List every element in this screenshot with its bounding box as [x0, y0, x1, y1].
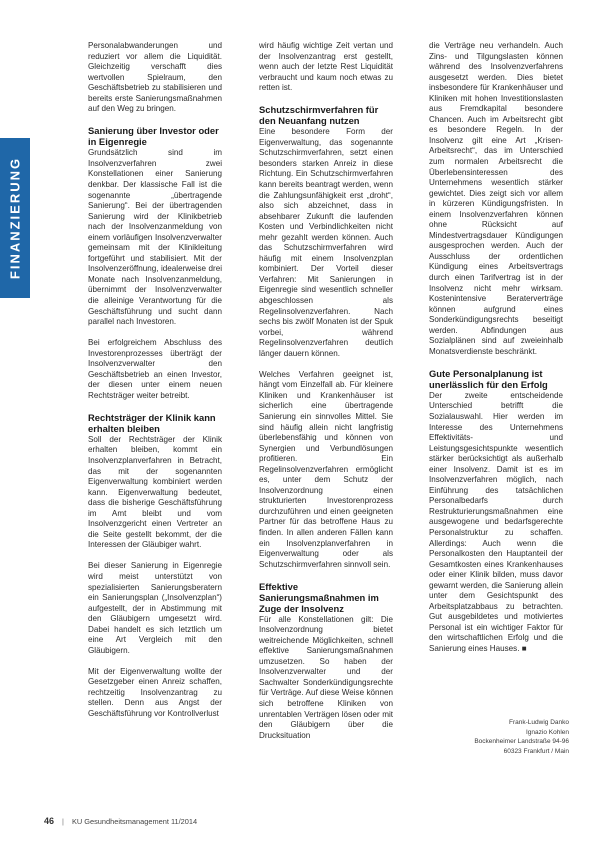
paragraph: Für alle Konstellationen gilt: Die Insolvenzordnung bietet weitreichende Möglichkeiten, schnell effektive Sanierungsmaßnahmen umzusetzen. So haben der Insolvenzverwalter und der Sachwalter Sonderkündigungsrechte für Verträge. Auf diese Weise können sich betroffene Kliniken von unrentablen Verträgen lösen oder mit den Gläubigern über die Drucksituation	[259, 614, 393, 740]
subheading: Sanierung über Investor oder in Eigenregie	[88, 125, 219, 148]
paragraph	[429, 391, 563, 655]
paragraph: Soll der Rechtsträger der Klinik erhalten bleiben, kommt ein Insolvenzplanverfahren in Betracht, das mit der sogenannten Eigenverwaltung kombiniert werden kann. Eigenverwaltung bedeutet, dass die bisherige Geschäftsführung im Amt bleibt und vom Insolvenzgericht einen Vertreter an die Seite gestellt bekommt, der die Interessen der Gläubiger wahrt.	[88, 434, 222, 550]
subheading: Schutzschirmverfahren für den Neuanfang nutzen	[259, 104, 379, 127]
author-address: Bockenheimer Landstraße 94-96	[474, 738, 569, 745]
footer-separator: |	[62, 817, 64, 826]
paragraph: Eine besondere Form der Eigenverwaltung, das sogenannte Schutzschirmverfahren, setzt einen besonders starken Anreiz in diese Richtung. Ein Schutzschirmverfahren kann bereits beantragt werden, wenn die Zahlungsunfähigkeit erst „droht“, also sich abzeichnet, dass in absehbarer Zukunft die laufenden Kosten und Verbindlichkeiten nicht mehr gezahlt werden können. Auch das Schutzschirmverfahren wird häufig mit einem Insolvenzplan kombiniert. Der Vorteil dieser Verfahren: Mit Sanierungen in Eigenregie sind wesentlich schneller abgeschlossen als Regelinsolvenzverfahren. Nach sechs bis zwölf Monaten ist der Spuk vorbei, während Regelinsolvenzverfahren deutlich länger dauern können.	[259, 127, 393, 358]
paragraph: wird häufig wichtige Zeit vertan und der Insolvenzantrag erst gestellt, wenn auch der letzte Rest Liquidität verbraucht und kaum noch etwas zu retten ist.	[259, 41, 393, 93]
subheading: Gute Personalplanung ist unerlässlich für den Erfolg	[429, 367, 548, 390]
author-name: Ignazio Kohlen	[525, 728, 569, 736]
paragraph: die Verträge neu verhandeln. Auch Zins- und Tilgungslasten können während des Insolvenzverfahrens ausgesetzt werden. Dies bietet insbesondere für Krankenhäuser und Kliniken mit hohen Investitionslasten aus Fremdkapital besondere Chancen. Auch im Arbeitsrecht gibt es besondere Regeln. In der Insolvenz gilt eine Art „Krisen-Arbeitsrecht“, das im Unterschied zum normalen Arbeitsrecht die Überlebensinteressen des Unternehmens wesentlich stärker gewichtet. Dies zeigt sich vor allem in kürzeren Kündigungsfristen. In einem Insolvenzverfahren können ohne Rücksicht auf Mindestvertragsdauer Kündigungen ausgesprochen werden. Auch der Ausschluss der ordentlichen Kündigung eines Arbeitsvertrags durch einen Tarifvertrag ist in der Insolvenz nicht mehr wirksam. Kostenintensive Beraterverträge können aufgrund eines Sonderkündigungsrechts beseitigt werden. Abfindungen aus Sozialplänen sind auf zweieinhalb Monatsverdienste beschränkt.	[429, 41, 563, 356]
paragraph: Personalabwanderungen und reduziert vor allem die Liquidität. Gleichzeitig verschafft dies wertvollen Spielraum, den Geschäftsbetrieb zu stabilisieren und bereits erste Sanierungsmaßnahmen auf den Weg zu bringen.	[88, 41, 222, 114]
author-city: 60323 Frankfurt / Main	[503, 747, 569, 755]
subheading: Rechtsträger der Klinik kann erhalten bleiben	[88, 411, 216, 434]
subheading: Effektive Sanierungsmaßnahmen im Zuge der Insolvenz	[259, 580, 379, 614]
article-column-1	[88, 41, 222, 720]
author-name: Frank-Ludwig Danko	[509, 719, 569, 726]
paragraph: Mit der Eigenverwaltung wollte der Gesetzgeber einen Anreiz schaffen, rechtzeitig Insolvenzantrag zu stellen. Denn aus Angst der Geschäftsführung vor Kontrollverlust	[88, 666, 222, 719]
end-of-article-mark: ■	[521, 644, 527, 654]
publication-name: KU Gesundheitsmanagement 11/2014	[71, 817, 198, 826]
section-tab-label: FINANZIERUNG	[7, 156, 23, 280]
article-column-3	[429, 41, 563, 655]
paragraph: Bei dieser Sanierung in Eigenregie wird meist unterstützt von spezialisierten Sanierungsberatern ein Sanierungsplan („Insolvenzplan“) aufgestellt, der in Abstimmung mit den Gläubigern umgesetzt wird. Dabei handelt es sich letztlich um eine Art Vergleich mit den Gläubigern.	[88, 561, 222, 655]
page-footer	[44, 816, 197, 826]
paragraph: Welches Verfahren geeignet ist, hängt vom Einzelfall ab. Für kleinere Kliniken und Krankenhäuser ist sicherlich eine übertragende Sanierung ein sinnvolles Mittel. Sie sind häufig allein nicht langfristig überlebensfähig und können von Synergien und Verbundlösungen profitieren. Ein Regelinsolvenzverfahren ermöglicht es, unter dem Schutz der Insolvenzordnung einen strukturierten Investorenprozess durchzuführen und einen geeigneten Partner für das betroffene Haus zu finden. In allen anderen Fällen kann ein Insolvenzplanverfahren in Eigenverwaltung oder als Schutzschirmverfahren sinnvoll sein.	[259, 369, 393, 569]
paragraph-text: Der zweite entscheidende Unterschied betrifft die Sozialauswahl. Hier werden im Interesse des Unternehmens Effektivitäts- und Leistungsgesichtspunkte wesentlich stärker berücksichtigt als außerhalb einer Insolvenz. Damit ist es im Insolvenzverfahren möglich, nach Einführung des tatsächlichen Personalbedarfs durch Restrukturierungsmaßnahmen eine ausgewogene und bedarfsgerechte Personalstruktur zu schaffen. Allerdings: Auch wenn die Personalkosten den Hauptanteil der Gesamtkosten eines Krankenhauses oder einer Klinik bilden, muss davor gewarnt werden, die Sanierung allein unter dem Gesichtspunkt des Arbeitsplatzabbaus zu betrachten. Gut ausgebildetes und motiviertes Personal ist ein wichtiger Faktor für den wirtschaftlichen Erfolg und die Sanierung eines Hauses.	[429, 390, 563, 654]
paragraph: Bei erfolgreichem Abschluss des Investorenprozesses überträgt der Insolvenzverwalter den Geschäftsbetrieb an einen Investor, der diesen unter einem neuen Rechtsträger weiter betreibt.	[88, 338, 222, 400]
paragraph: Grundsätzlich sind im Insolvenzverfahren zwei Konstellationen einer Sanierung denkbar. Der klassische Fall ist die sogenannte „übertragende Sanierung“. Bei der übertragenden Sanierung wird der Klinikbetrieb nach der Insolvenzanmeldung von einem vorläufigen Insolvenzverwalter gemeinsam mit der Klinikleitung fortgeführt und stabilisiert. Mit der Insolvenzeröffnung, idealerweise drei Monate nach Insolvenzanmeldung, übernimmt der Insolvenzverwalter die alleinige Verantwortung für die Geschäftsführung und sucht dann parallel nach Investoren.	[88, 148, 222, 327]
section-tab	[0, 138, 30, 298]
article-column-2	[259, 41, 393, 741]
author-block	[399, 718, 569, 756]
page-number: 46	[44, 816, 55, 826]
